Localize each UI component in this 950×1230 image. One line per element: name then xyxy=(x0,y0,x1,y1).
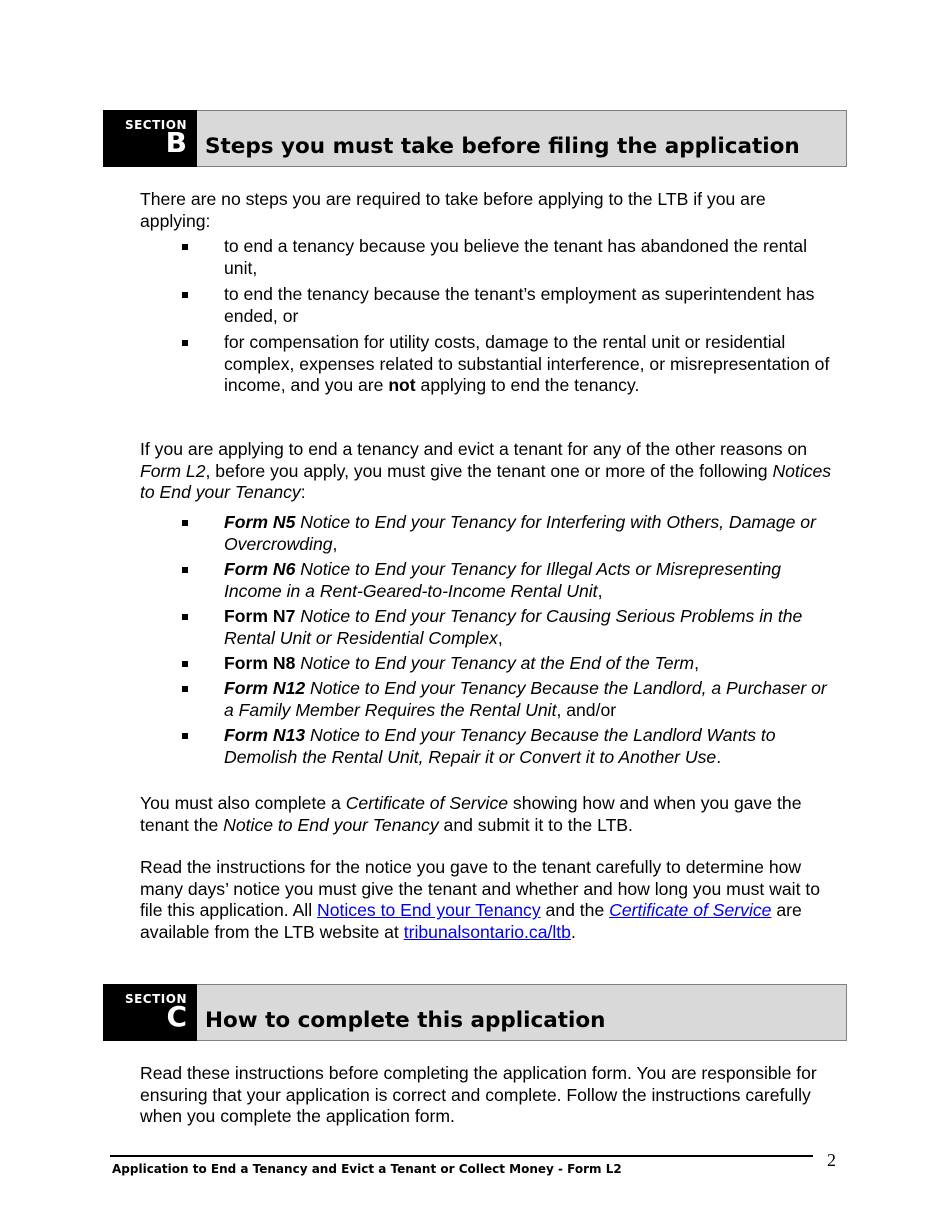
section-c-header xyxy=(103,984,847,1041)
section-c-word: SECTION xyxy=(124,992,187,1006)
section-b-tag xyxy=(103,110,197,167)
emphasis-not: not xyxy=(388,375,416,396)
page-number: 2 xyxy=(827,1150,836,1170)
section-b-letter: B xyxy=(165,126,187,159)
form-item-n12: Form N12 Notice to End your Tenancy Because the Landlord, a Purchaser or a Family Member Requires the Rental Unit, and/or xyxy=(140,678,840,721)
list-item: to end the tenancy because the tenant’s employment as superintendent has ended, or xyxy=(140,284,840,327)
ltb-website-link[interactable]: tribunalsontario.ca/ltb xyxy=(403,921,571,942)
section-b-header xyxy=(103,110,847,167)
form-item-n7: Form N7 Notice to End your Tenancy for Causing Serious Problems in the Rental Unit or Residential Complex, xyxy=(140,606,840,649)
section-c-letter: C xyxy=(166,1000,187,1033)
footer-title: Application to End a Tenancy and Evict a Tenant or Collect Money - Form L2 xyxy=(112,1162,622,1176)
form-item-n6: Form N6 Notice to End your Tenancy for Illegal Acts or Misrepresenting Income in a Rent-Geared-to-Income Rental Unit, xyxy=(140,559,840,602)
certificate-paragraph: You must also complete a Certificate of Service showing how and when you gave the tenant the Notice to End your Tenancy and submit it to the LTB. xyxy=(140,793,802,835)
notice-forms-list xyxy=(140,512,840,772)
list-item: to end a tenancy because you believe the tenant has abandoned the rental unit, xyxy=(140,236,840,279)
no-steps-list xyxy=(140,236,840,402)
notices-link[interactable]: Notices to End your Tenancy xyxy=(317,900,541,921)
form-item-n5: Form N5 Notice to End your Tenancy for Interfering with Others, Damage or Overcrowding, xyxy=(140,512,840,555)
footer-divider xyxy=(110,1155,813,1157)
section-c-tag xyxy=(103,984,197,1041)
instructions-paragraph: Read the instructions for the notice you gave to the tenant carefully to determine how many days’ notice you must give the tenant and whether and how long you must wait to file this application. All Notices to End your Tenancy and the Certificate of Service are available from the LTB website at tribunalsontario.ca/ltb. xyxy=(140,857,821,942)
section-b-title: Steps you must take before filing the application xyxy=(205,134,800,159)
form-item-n13: Form N13 Notice to End your Tenancy Because the Landlord Wants to Demolish the Rental Unit, Repair it or Convert it to Another Use. xyxy=(140,725,840,768)
form-item-n8: Form N8 Notice to End your Tenancy at the End of the Term, xyxy=(140,653,840,675)
certificate-link[interactable]: Certificate of Service xyxy=(609,900,772,921)
section-b-intro: There are no steps you are required to take before applying to the LTB if you are applying: xyxy=(140,189,766,231)
section-b-word: SECTION xyxy=(124,118,187,132)
notices-paragraph: If you are applying to end a tenancy and evict a tenant for any of the other reasons on Form L2, before you apply, you must give the tenant one or more of the following Notices to End your Tenancy: xyxy=(140,439,832,503)
list-item: for compensation for utility costs, damage to the rental unit or residential complex, expenses related to substantial interference, or misrepresentation of income, and you are not applying to end the tenancy. xyxy=(140,332,840,397)
section-c-intro: Read these instructions before completing the application form. You are responsible for ensuring that your application is correct and complete. Follow the instructions carefully when you complete the application form. xyxy=(140,1063,817,1127)
section-c-title: How to complete this application xyxy=(205,1008,606,1033)
